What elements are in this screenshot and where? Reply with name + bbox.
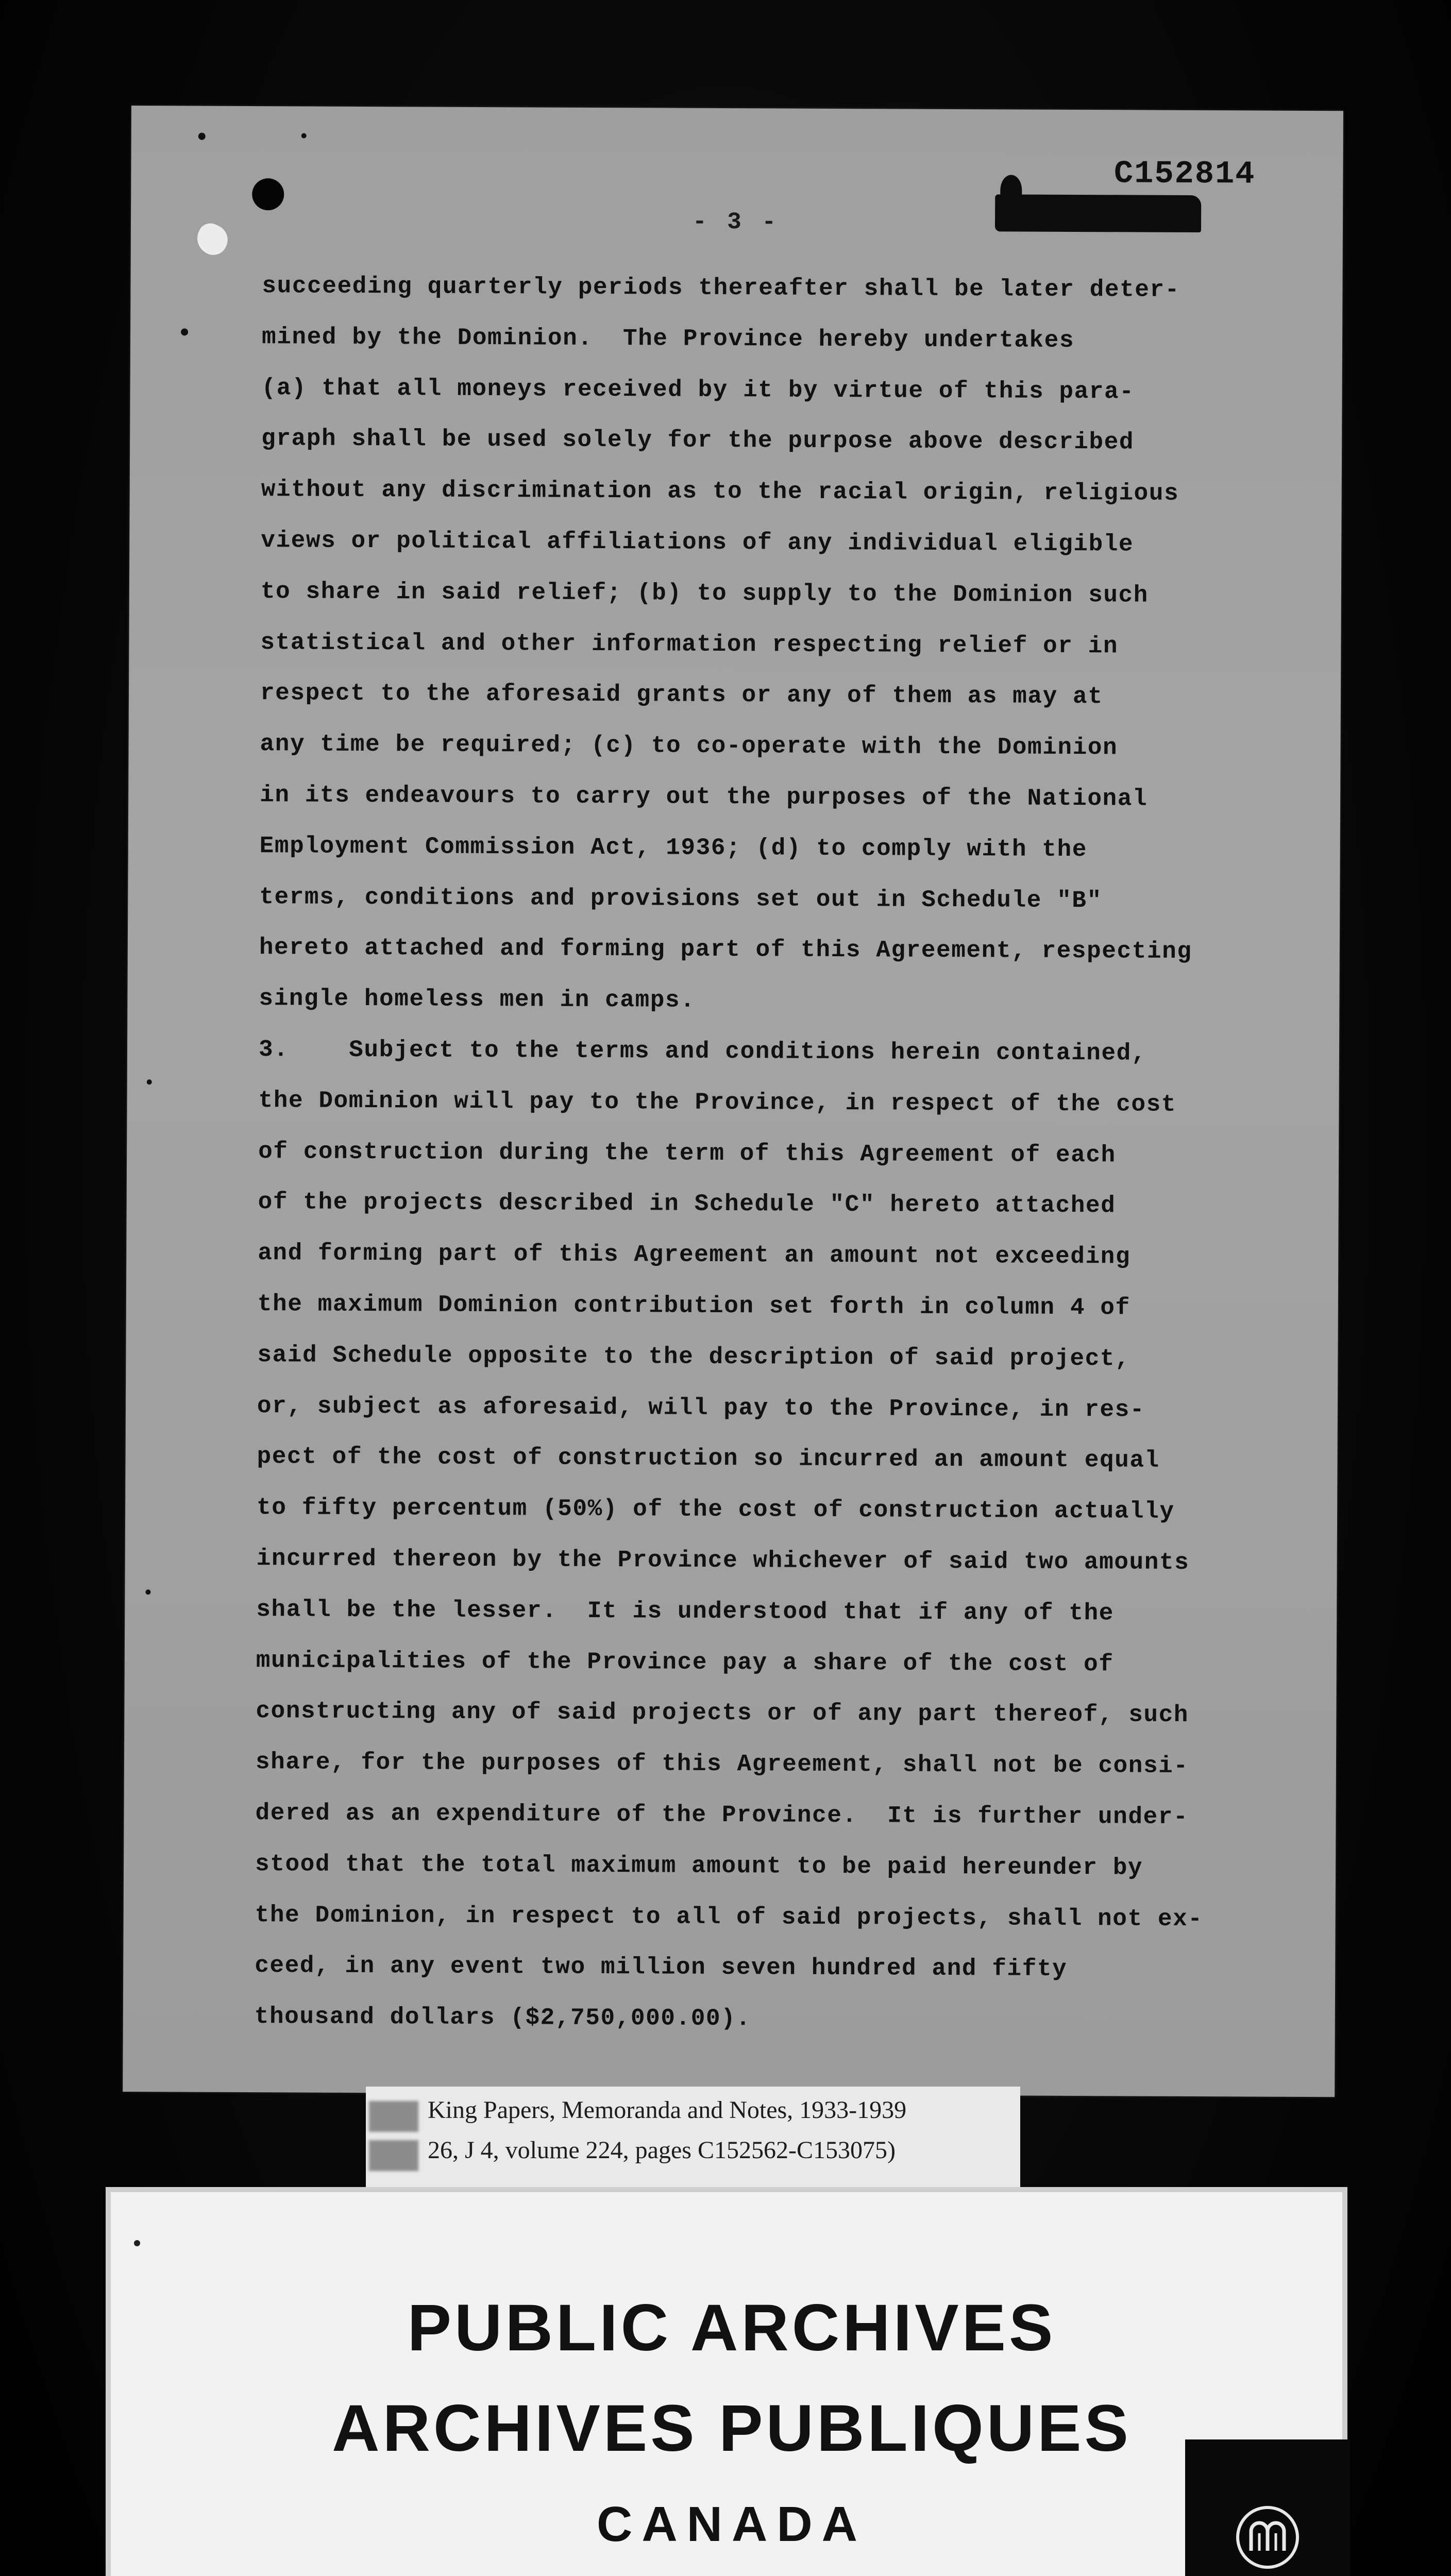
body-line: municipalities of the Province pay a share of the cost of (256, 1647, 1114, 1677)
citation-smudge (369, 2101, 418, 2132)
film-speck (301, 133, 307, 138)
body-line: statistical and other information respecting relief or in (260, 629, 1119, 659)
body-line: the Dominion, in respect to all of said projects, shall not ex- (255, 1901, 1203, 1933)
citation-strip (366, 2087, 1020, 2192)
film-speck (198, 133, 206, 140)
body-line: single homeless men in camps. (259, 985, 696, 1014)
body-line: stood that the total maximum amount to be paid hereunder by (255, 1850, 1143, 1882)
body-line: graph shall be used solely for the purpose above described (261, 425, 1135, 456)
document-number: C152814 (1113, 155, 1256, 193)
typed-document-page (123, 106, 1343, 2097)
label-title-english: PUBLIC ARCHIVES (407, 2291, 1056, 2365)
citation-line-2: 26, J 4, volume 224, pages C152562-C153075) (428, 2137, 896, 2164)
body-line: and forming part of this Agreement an amount not exceeding (258, 1240, 1131, 1270)
body-line: shall be the lesser. It is understood that if any of the (256, 1596, 1115, 1627)
body-line: terms, conditions and provisions set out in Schedule "B" (259, 883, 1102, 914)
film-speck (147, 1079, 152, 1084)
body-line: or, subject as aforesaid, will pay to the Province, in res- (257, 1392, 1145, 1423)
body-line: views or political affiliations of any individual eligible (261, 527, 1134, 558)
body-line: incurred thereon by the Province whichever of said two amounts (256, 1545, 1190, 1576)
body-line: 3. Subject to the terms and conditions herein contained, (258, 1036, 1147, 1067)
body-line: the Dominion will pay to the Province, in respect of the cost (258, 1087, 1177, 1118)
public-archives-label (106, 2187, 1347, 2576)
document-body-text (255, 261, 1324, 2047)
label-title-french: ARCHIVES PUBLIQUES (332, 2392, 1132, 2465)
punch-hole (252, 178, 284, 210)
film-speck (181, 328, 188, 335)
body-line: of the projects described in Schedule "C" hereto attached (258, 1189, 1116, 1219)
body-line: (a) that all moneys received by it by virtue of this para- (261, 374, 1135, 405)
body-line: succeeding quarterly periods thereafter shall be later deter- (262, 273, 1180, 303)
body-line: thousand dollars ($2,750,000.00). (254, 2003, 751, 2032)
page-number: - 3 - (692, 208, 780, 236)
body-line: share, for the purposes of this Agreement, shall not be consi- (255, 1749, 1189, 1780)
body-line: of construction during the term of this Agreement of each (258, 1138, 1116, 1168)
body-line: dered as an expenditure of the Province. It is further under- (255, 1799, 1189, 1831)
body-line: said Schedule opposite to the description of said project, (257, 1341, 1131, 1372)
body-line: any time be required; (c) to co-operate with the Dominion (260, 731, 1118, 761)
body-line: to share in said relief; (b) to supply to the Dominion such (260, 578, 1149, 609)
body-line: pect of the cost of construction so incurred an amount equal (257, 1443, 1160, 1475)
citation-smudge (369, 2140, 418, 2171)
body-line: mined by the Dominion. The Province hereby undertakes (261, 323, 1075, 354)
citation-line-1: King Papers, Memoranda and Notes, 1933-1939 (428, 2096, 907, 2124)
label-country: CANADA (597, 2497, 867, 2552)
film-speck (145, 1589, 150, 1595)
glare-spot (192, 219, 232, 260)
body-line: Employment Commission Act, 1936; (d) to comply with the (259, 832, 1088, 863)
body-line: to fifty percentum (50%) of the cost of construction actually (257, 1494, 1175, 1525)
film-speck (134, 2240, 140, 2246)
body-line: without any discrimination as to the racial origin, religious (261, 476, 1179, 507)
archives-canada-logo-icon (1231, 2501, 1304, 2573)
redaction-mark (995, 194, 1201, 232)
body-line: ceed, in any event two million seven hundred and fifty (255, 1952, 1068, 1983)
body-line: in its endeavours to carry out the purposes of the National (260, 782, 1148, 812)
body-line: hereto attached and forming part of this Agreement, respecting (259, 934, 1192, 965)
body-line: respect to the aforesaid grants or any of them as may at (260, 680, 1103, 710)
body-line: the maximum Dominion contribution set forth in column 4 of (257, 1291, 1131, 1321)
body-line: constructing any of said projects or of any part thereof, such (256, 1698, 1189, 1729)
